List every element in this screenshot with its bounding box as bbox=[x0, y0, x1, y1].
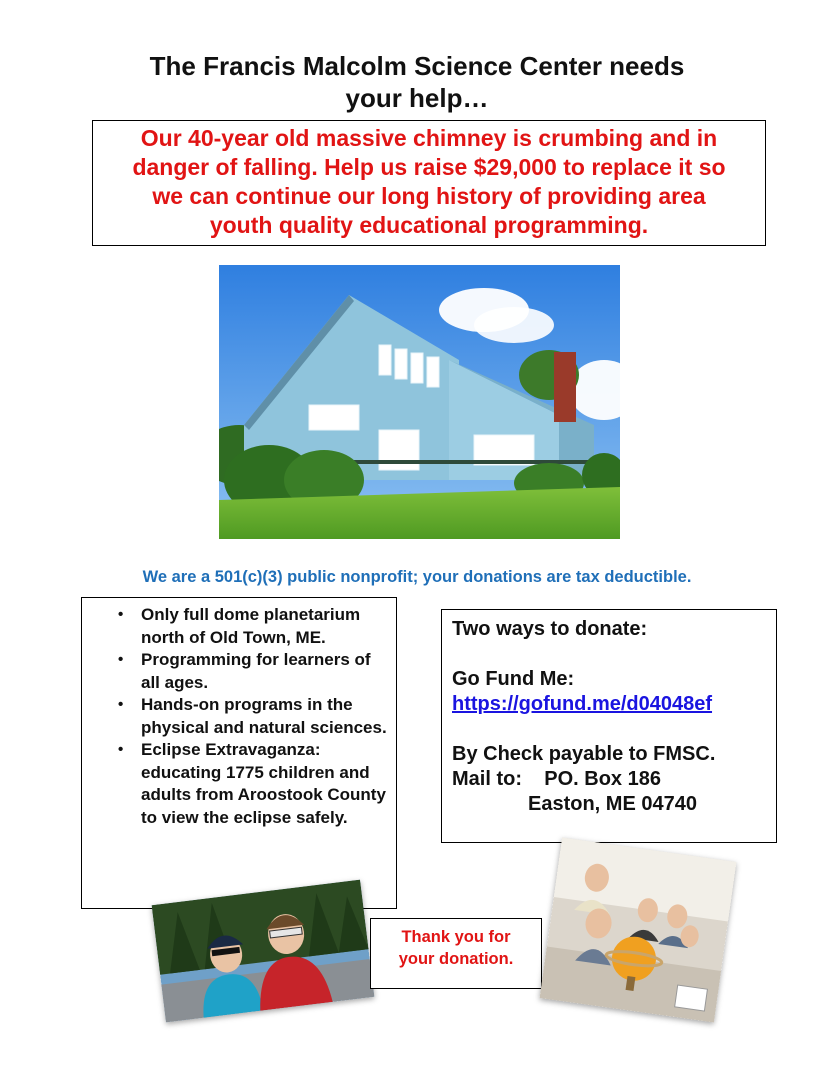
appeal-line-3: we can continue our long history of providing area bbox=[152, 183, 706, 209]
tax-deductible-note: We are a 501(c)(3) public nonprofit; your donations are tax deductible. bbox=[142, 568, 692, 586]
donate-heading: Two ways to donate: bbox=[452, 618, 648, 640]
appeal-line-2: danger of falling. Help us raise $29,000 to replace it so bbox=[132, 154, 726, 180]
list-item bbox=[112, 604, 392, 649]
mailing-address-line-1 bbox=[452, 767, 776, 792]
eclipse-kids-photo bbox=[152, 880, 375, 1023]
feature-text: Hands-on programs in the physical and natural sciences. bbox=[141, 695, 387, 737]
gofundme-link[interactable]: https://gofund.me/d04048ef bbox=[452, 693, 713, 715]
bullet-icon: • bbox=[118, 606, 124, 623]
features-list bbox=[112, 604, 392, 829]
feature-text: Eclipse Extravaganza: educating 1775 children and adults from Aroostook County to view the eclipse safely. bbox=[141, 740, 386, 827]
spacer bbox=[452, 717, 776, 742]
spacer bbox=[452, 642, 776, 667]
chimney-appeal-box bbox=[92, 120, 766, 246]
thanks-line-2: your donation. bbox=[398, 950, 514, 968]
appeal-line-1: Our 40-year old massive chimney is crumbing and in bbox=[140, 125, 718, 151]
list-item bbox=[112, 694, 392, 739]
po-box: PO. Box 186 bbox=[544, 768, 661, 790]
appeal-line-4: youth quality educational programming. bbox=[209, 212, 649, 238]
science-center-building-photo bbox=[219, 265, 620, 539]
feature-text: Programming for learners of all ages. bbox=[141, 650, 371, 692]
features-box bbox=[81, 597, 397, 909]
title-line-2: your help… bbox=[345, 83, 489, 113]
list-item bbox=[112, 649, 392, 694]
planetarium-kids-photo bbox=[540, 838, 737, 1023]
thank-you-box bbox=[370, 918, 542, 989]
gofundme-label: Go Fund Me: bbox=[452, 668, 575, 690]
donation-info-box bbox=[441, 609, 777, 843]
list-item bbox=[112, 739, 392, 829]
bullet-icon: • bbox=[118, 741, 124, 758]
page-title bbox=[0, 50, 834, 114]
mail-label: Mail to: bbox=[452, 768, 522, 790]
title-line-1: The Francis Malcolm Science Center needs bbox=[149, 51, 685, 81]
bullet-icon: • bbox=[118, 651, 124, 668]
bullet-icon: • bbox=[118, 696, 124, 713]
feature-text: Only full dome planetarium north of Old Town, ME. bbox=[141, 605, 361, 647]
thanks-line-1: Thank you for bbox=[401, 928, 511, 946]
mailing-address-line-2: Easton, ME 04740 bbox=[528, 793, 697, 815]
check-instructions: By Check payable to FMSC. bbox=[452, 743, 716, 765]
